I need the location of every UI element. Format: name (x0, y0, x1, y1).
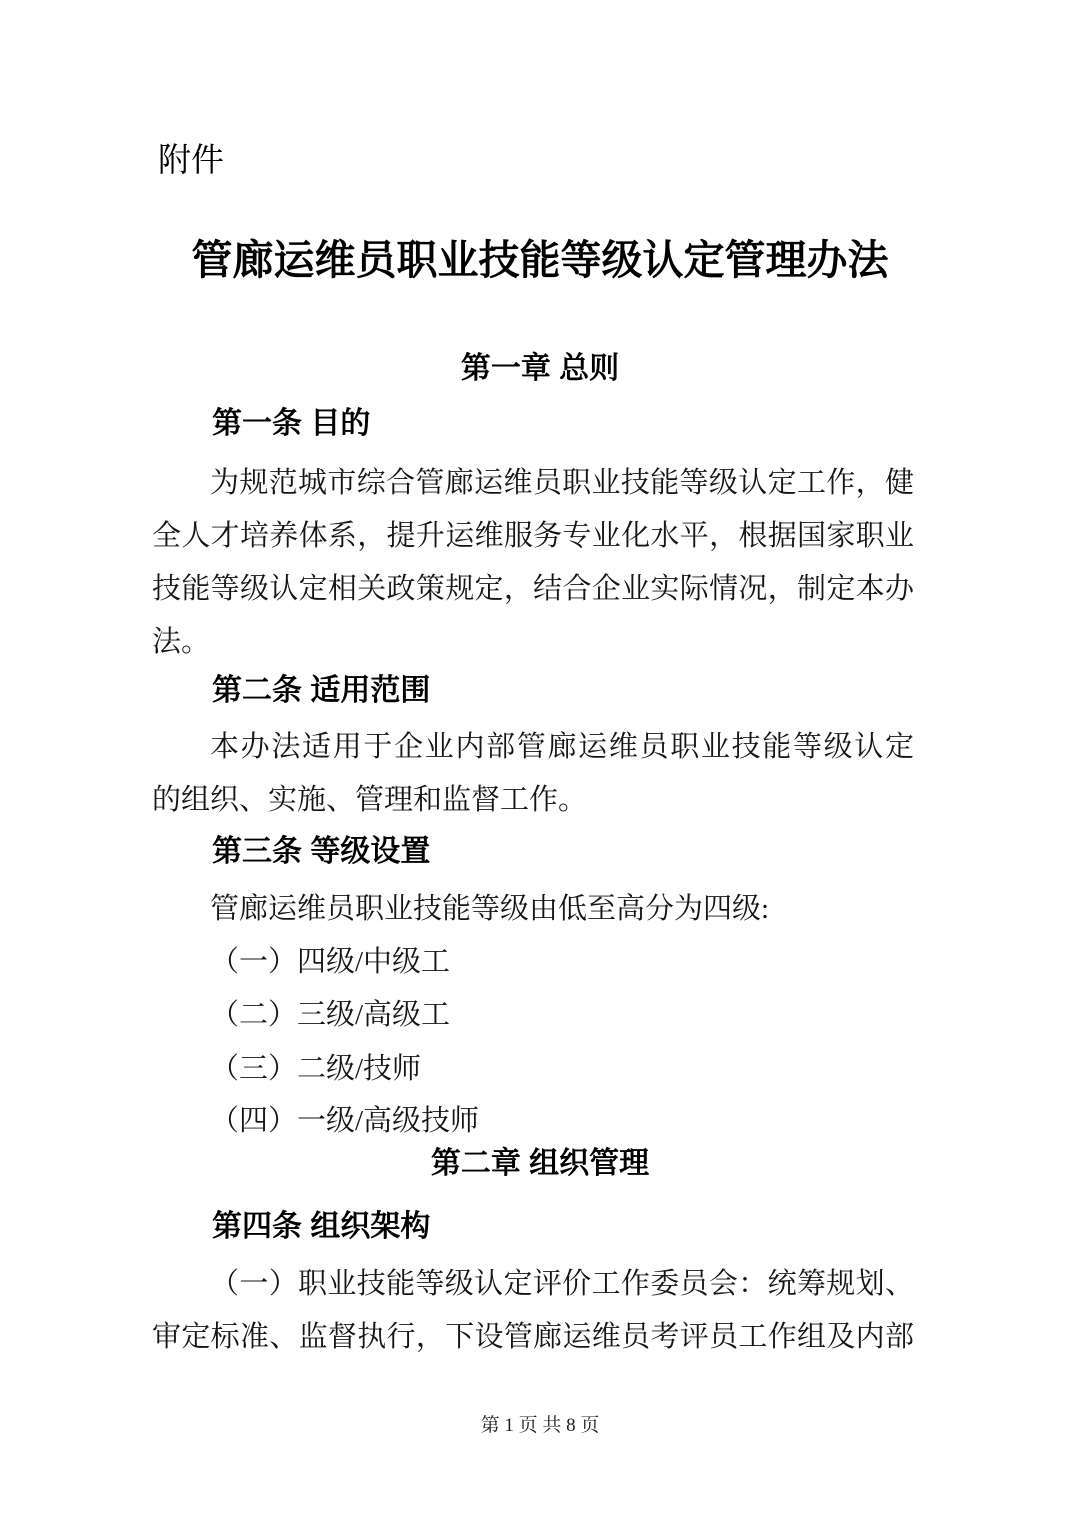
article-4-paragraph-line: 审定标准、监督执行，下设管廊运维员考评员工作组及内部 (152, 1321, 914, 1353)
article-4-paragraph-line: （一）职业技能等级认定评价工作委员会：统筹规划、 (210, 1268, 914, 1300)
article-1-paragraph-line: 法。 (152, 626, 211, 658)
level-list-item: （四）一级/高级技师 (210, 1105, 480, 1137)
article-3-heading: 第三条 等级设置 (212, 835, 431, 868)
article-1-heading: 第一条 目的 (212, 407, 371, 440)
article-2-paragraph-line: 本办法适用于企业内部管廊运维员职业技能等级认定 (210, 731, 914, 763)
article-2-paragraph-line: 的组织、实施、管理和监督工作。 (152, 784, 588, 816)
level-list-item: （一）四级/中级工 (210, 946, 451, 978)
article-2-heading: 第二条 适用范围 (212, 674, 431, 707)
article-1-paragraph-line: 技能等级认定相关政策规定，结合企业实际情况，制定本办 (152, 573, 914, 605)
article-1-paragraph-line: 为规范城市综合管廊运维员职业技能等级认定工作，健 (210, 467, 914, 499)
level-list-item: （三）二级/技师 (210, 1053, 422, 1085)
level-list-item: （二）三级/高级工 (210, 999, 451, 1031)
document-title: 管廊运维员职业技能等级认定管理办法 (191, 237, 889, 283)
chapter-2-heading: 第二章 组织管理 (430, 1147, 650, 1180)
chapter-1-heading: 第一章 总则 (460, 352, 620, 385)
page-number-footer: 第 1 页 共 8 页 (480, 1415, 600, 1436)
attachment-label: 附件 (158, 141, 224, 178)
article-3-intro-line: 管廊运维员职业技能等级由低至高分为四级: (210, 893, 770, 925)
article-1-paragraph-line: 全人才培养体系，提升运维服务专业化水平，根据国家职业 (152, 520, 914, 552)
article-4-heading: 第四条 组织架构 (212, 1210, 431, 1243)
